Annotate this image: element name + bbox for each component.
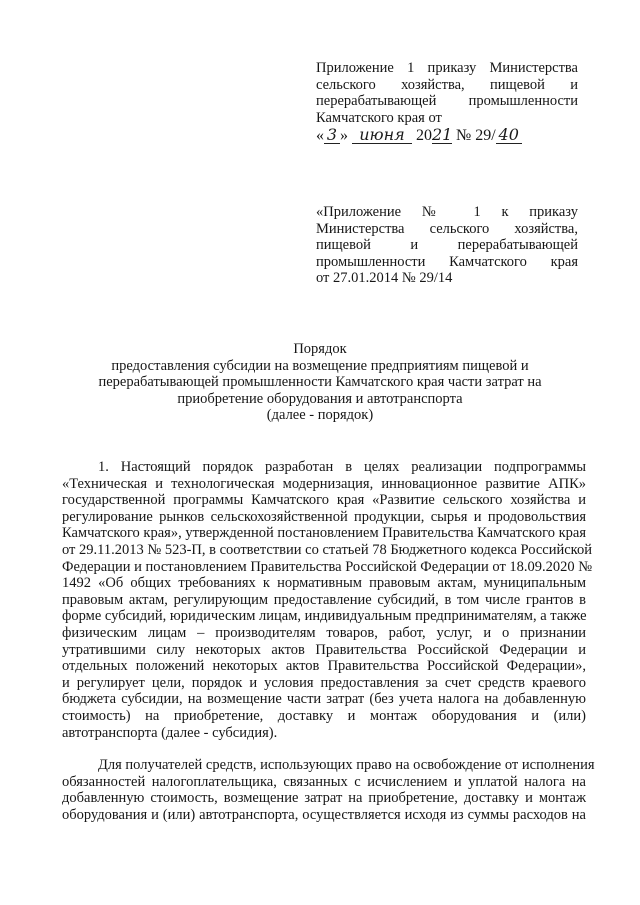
prior-appendix-line-5: от 27.01.2014 № 29/14 <box>316 270 453 287</box>
paragraph-1-line: и регулирует цели, порядок и условия предоставления за счет средств краевого <box>62 674 586 691</box>
paragraph-1-line: бюджета субсидии, на возмещение части затрат (без учета налога на добавленную <box>62 691 586 708</box>
paragraph-1-line: физическим лицам – производителям товаров, работ, услуг, и о признании <box>62 624 586 641</box>
paragraph-2 <box>62 757 595 823</box>
paragraph-2-line: Для получателей средств, использующих право на освобождение от исполнения <box>98 757 595 773</box>
paragraph-1-line: Камчатского края», утвержденной постановлением Правительства Камчатского края <box>62 525 586 542</box>
date-close-quote: » <box>340 127 348 145</box>
prior-appendix-line-2: Министерства сельского хозяйства, <box>316 220 578 237</box>
prior-appendix-line-3: пищевой и перерабатывающей <box>316 237 578 254</box>
appendix-reference <box>316 60 578 145</box>
paragraph-1-line: стоимость) на приобретение, доставку и монтаж оборудования и (или) <box>62 707 586 724</box>
paragraph-1-line: регулирование рынков сельскохозяйственной продукции, сырья и продовольствия <box>62 508 586 525</box>
appendix-line-2: сельского хозяйства, пищевой и <box>316 76 578 93</box>
date-year-suffix: 21 <box>432 125 453 145</box>
date-month: июня <box>352 127 412 144</box>
date-day: 3 <box>324 127 340 144</box>
appendix-date-line <box>316 127 578 145</box>
appendix-line-1: Приложение 1 приказу Министерства <box>316 60 578 76</box>
paragraph-1-line: «Техническая и технологическая модернизация, инновационное развитие АПК» <box>62 475 586 492</box>
prior-appendix-line-4: промышленности Камчатского края <box>316 253 578 270</box>
paragraph-1 <box>62 459 593 741</box>
paragraph-1-line: автотранспорта (далее - субсидия). <box>62 724 278 741</box>
title-line-1: Порядок <box>293 341 347 357</box>
paragraph-1-line: Федерации и постановлением Правительства Российской Федерации от 18.09.2020 № <box>62 558 593 575</box>
date-open-quote: « <box>316 127 324 145</box>
paragraph-2-line: добавленную стоимость, возмещение затрат на приобретение, доставку и монтаж <box>62 790 586 807</box>
paragraph-1-line: 1492 «Об общих требованиях к нормативным правовым актам, муниципальным <box>62 575 586 592</box>
prior-appendix-line-1: «Приложение № 1 к приказу <box>316 204 578 220</box>
order-number-prefix: № 29/ <box>456 127 496 145</box>
date-year-prefix: 20 <box>416 127 432 145</box>
title-line-4: приобретение оборудования и автотранспорта <box>177 390 463 407</box>
paragraph-1-line: форме субсидий, юридическим лицам, индивидуальным предпринимателям, а также <box>62 608 587 625</box>
paragraph-1-line: правовым актам, регулирующим предоставление субсидий, в том числе грантов в <box>62 591 586 608</box>
title-line-3: перерабатывающей промышленности Камчатского края части затрат на <box>98 374 542 391</box>
paragraph-2-line: оборудования и (или) автотранспорта, осуществляется исходя из суммы расходов на <box>62 806 586 823</box>
paragraph-1-line: от 29.11.2013 № 523-П, в соответствии со статьей 78 Бюджетного кодекса Российской <box>62 541 593 558</box>
paragraph-1-line: отдельных положений некоторых актов Правительства Российской Федерации», <box>62 658 586 675</box>
paragraph-2-line: обязанностей налогоплательщика, связанных с исчислением и уплатой налога на <box>62 773 586 790</box>
paragraph-1-line: государственной программы Камчатского края «Развитие сельского хозяйства и <box>62 492 586 509</box>
title-line-2: предоставления субсидии на возмещение предприятиям пищевой и <box>111 357 529 374</box>
document-title <box>60 341 580 424</box>
paragraph-1-line: 1. Настоящий порядок разработан в целях реализации подпрограммы <box>98 459 586 475</box>
order-number-suffix: 40 <box>496 127 522 144</box>
paragraph-1-line: утратившими силу некоторых актов Правительства Российской Федерации и <box>62 641 586 658</box>
appendix-line-4: Камчатского края от <box>316 109 442 126</box>
appendix-line-3: перерабатывающей промышленности <box>316 93 578 110</box>
prior-appendix-reference <box>316 204 578 287</box>
title-line-5: (далее - порядок) <box>266 407 374 424</box>
